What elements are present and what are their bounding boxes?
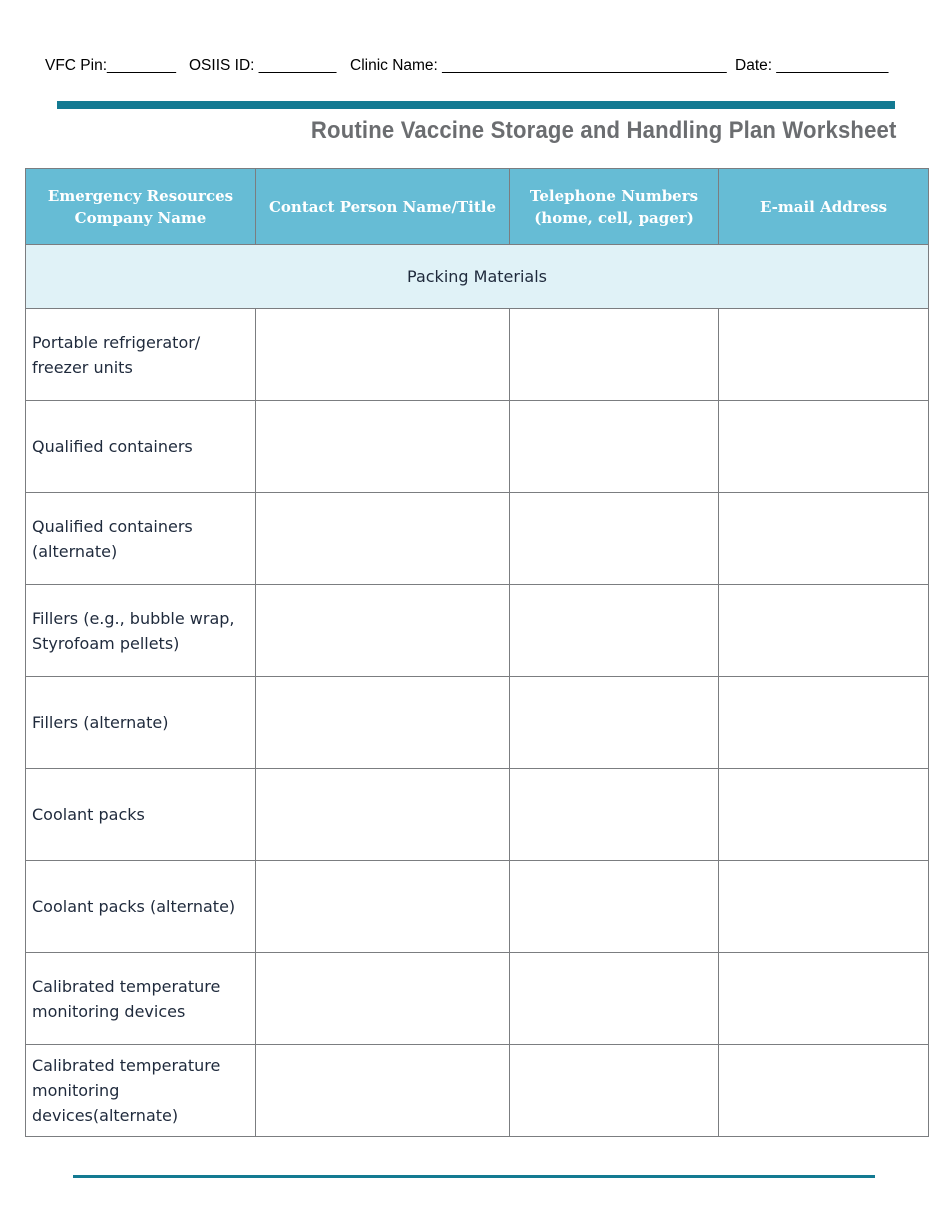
telephone-cell[interactable] (510, 769, 719, 861)
contact-cell[interactable] (256, 769, 510, 861)
contact-cell[interactable] (256, 1045, 510, 1137)
email-cell[interactable] (719, 953, 929, 1045)
contact-cell[interactable] (256, 309, 510, 401)
document-title: Routine Vaccine Storage and Handling Plan Worksheet (311, 117, 897, 144)
email-cell[interactable] (719, 493, 929, 585)
contact-cell[interactable] (256, 493, 510, 585)
resource-label: Fillers (e.g., bubble wrap, Styrofoam pellets) (26, 585, 256, 677)
email-cell[interactable] (719, 585, 929, 677)
resource-label: Qualified containers (alternate) (26, 493, 256, 585)
osiis-id-field[interactable]: OSIIS ID: _________ (189, 57, 337, 74)
form-header-fields (45, 57, 905, 77)
telephone-cell[interactable] (510, 861, 719, 953)
table-row (26, 309, 929, 401)
contact-cell[interactable] (256, 677, 510, 769)
bottom-divider (73, 1175, 875, 1178)
table-row (26, 953, 929, 1045)
contact-cell[interactable] (256, 953, 510, 1045)
resource-label: Fillers (alternate) (26, 677, 256, 769)
telephone-cell[interactable] (510, 401, 719, 493)
telephone-cell[interactable] (510, 493, 719, 585)
table-row (26, 677, 929, 769)
table-row (26, 401, 929, 493)
resources-table (25, 168, 929, 1137)
resource-label: Coolant packs (26, 769, 256, 861)
contact-cell[interactable] (256, 585, 510, 677)
column-header-contact: Contact Person Name/Title (256, 169, 510, 245)
contact-cell[interactable] (256, 861, 510, 953)
telephone-cell[interactable] (510, 953, 719, 1045)
section-label: Packing Materials (26, 245, 929, 309)
top-divider (57, 101, 895, 109)
email-cell[interactable] (719, 401, 929, 493)
table-row (26, 769, 929, 861)
table-header-row (26, 169, 929, 245)
telephone-cell[interactable] (510, 309, 719, 401)
telephone-cell[interactable] (510, 1045, 719, 1137)
table-row (26, 585, 929, 677)
table-row (26, 493, 929, 585)
date-field[interactable]: Date: _____________ (735, 57, 889, 74)
resource-label: Portable refrigerator/ freezer units (26, 309, 256, 401)
email-cell[interactable] (719, 769, 929, 861)
email-cell[interactable] (719, 861, 929, 953)
column-header-telephone: Telephone Numbers (home, cell, pager) (510, 169, 719, 245)
contact-cell[interactable] (256, 401, 510, 493)
resource-label: Qualified containers (26, 401, 256, 493)
email-cell[interactable] (719, 1045, 929, 1137)
section-row (26, 245, 929, 309)
column-header-email: E-mail Address (719, 169, 929, 245)
vfc-pin-field[interactable]: VFC Pin:________ (45, 57, 176, 74)
column-header-company: Emergency Resources Company Name (26, 169, 256, 245)
resource-label: Calibrated temperature monitoring devices (26, 953, 256, 1045)
clinic-name-field[interactable]: Clinic Name: _________________________________ (350, 57, 727, 74)
email-cell[interactable] (719, 677, 929, 769)
table-row (26, 861, 929, 953)
resource-label: Coolant packs (alternate) (26, 861, 256, 953)
email-cell[interactable] (719, 309, 929, 401)
resource-label: Calibrated temperature monitoring devices(alternate) (26, 1045, 256, 1137)
telephone-cell[interactable] (510, 677, 719, 769)
telephone-cell[interactable] (510, 585, 719, 677)
table-row (26, 1045, 929, 1137)
